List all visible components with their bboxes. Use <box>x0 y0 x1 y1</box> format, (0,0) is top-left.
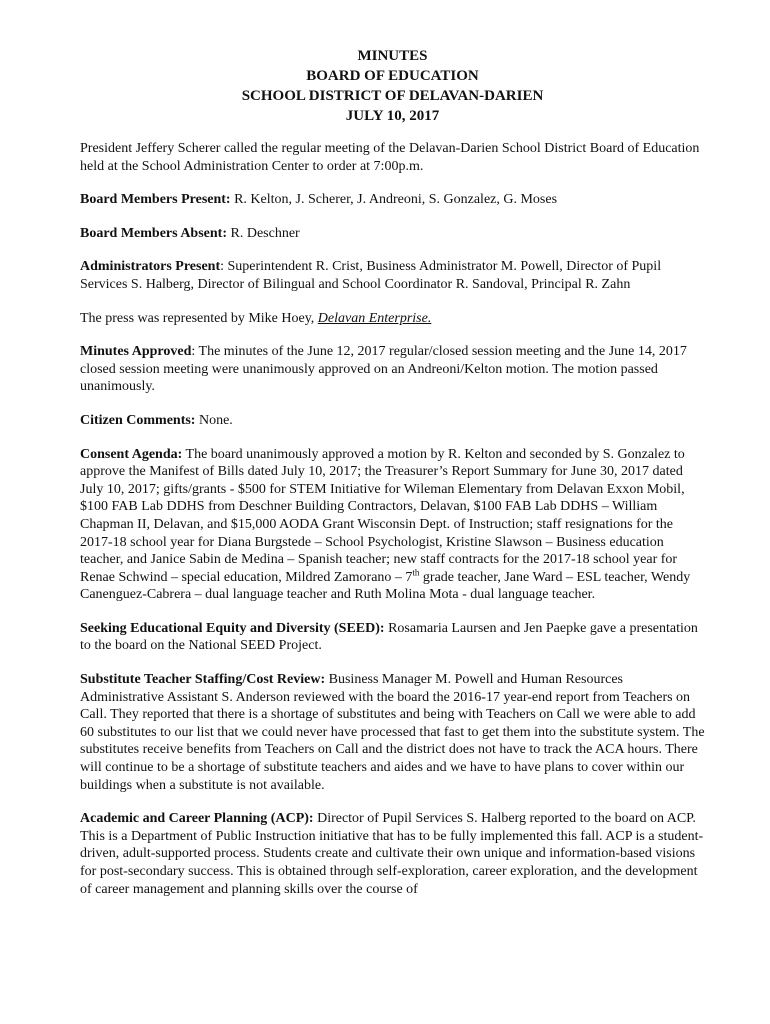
substitute-staffing-label: Substitute Teacher Staffing/Cost Review: <box>80 672 326 688</box>
press-paragraph <box>80 310 705 328</box>
seed-paragraph <box>80 620 705 655</box>
acp-paragraph <box>80 810 705 898</box>
substitute-staffing-text: Business Manager M. Powell and Human Resources Administrative Assistant S. Anderson reviewed with the board the 2016-17 year-end report from Teachers on Call. They reported that there is a shortage of substitutes and being with Teachers on Call we were able to add 60 substitutes to our list that we could never have processed that fast to get them into the substitute system. The substitutes receive benefits from Teachers on Call and the district does not have to track the ACA hours. There will continue to be a shortage of substitute teachers and aides and we have to have plans to cover within our buildings when a substitute is not available. <box>80 672 705 793</box>
intro-paragraph: President Jeffery Scherer called the regular meeting of the Delavan-Darien School District Board of Education held at the School Administration Center to order at 7:00p.m. <box>80 141 700 174</box>
seed-label: Seeking Educational Equity and Diversity (SEED): <box>80 620 385 636</box>
board-absent-text: R. Deschner <box>227 225 300 241</box>
header-district: SCHOOL DISTRICT OF DELAVAN-DARIEN <box>241 88 544 104</box>
administrators-text: : Superintendent R. Crist, Business Administrator M. Powell, Director of Pupil Services S. Halberg, Director of Bilingual and School Coordinator R. Sandoval, Principal R. Zahn <box>80 259 662 292</box>
minutes-document <box>80 46 705 914</box>
header-minutes: MINUTES <box>357 48 428 64</box>
board-present-label: Board Members Present: <box>80 192 231 208</box>
press-publication: Delavan Enterprise. <box>317 310 432 326</box>
board-absent-paragraph <box>80 225 705 243</box>
minutes-approved-paragraph <box>80 343 705 396</box>
ordinal-superscript: th <box>412 567 420 578</box>
minutes-approved-label: Minutes Approved <box>80 344 192 360</box>
citizen-comments-paragraph <box>80 412 705 430</box>
acp-label: Academic and Career Planning (ACP): <box>80 811 314 827</box>
press-text: The press was represented by Mike Hoey, <box>80 310 318 326</box>
citizen-comments-label: Citizen Comments: <box>80 412 196 428</box>
citizen-comments-text: None. <box>195 412 233 428</box>
consent-agenda-label: Consent Agenda: <box>80 446 183 462</box>
administrators-paragraph <box>80 258 705 293</box>
consent-agenda-paragraph <box>80 446 705 604</box>
administrators-label: Administrators Present <box>80 259 221 275</box>
minutes-approved-text: : The minutes of the June 12, 2017 regular/closed session meeting and the June 14, 2017 closed session meeting were unanimously approved on an Andreoni/Kelton motion. The motion passed unanimously. <box>80 344 687 395</box>
document-header <box>80 46 705 126</box>
consent-agenda-text-end: grade teacher, Jane Ward – ESL teacher, Wendy Canenguez-Cabrera – dual language teacher and Ruth Molina Mota - dual language teacher. <box>80 569 691 603</box>
header-date: JULY 10, 2017 <box>345 108 440 124</box>
board-absent-label: Board Members Absent: <box>80 225 227 241</box>
substitute-staffing-paragraph <box>80 671 705 794</box>
seed-text: Rosamaria Laursen and Jen Paepke gave a presentation to the board on the National SEED Project. <box>80 620 698 654</box>
acp-text: Director of Pupil Services S. Halberg reported to the board on ACP. This is a Department of Public Instruction initiative that has to be fully implemented this fall. ACP is a student-driven, adult-supported process. Students create and cultivate their own unique and information-based visions for post-secondary success. This is obtained through self-exploration, career exploration, and the development of career management and planning skills over the course of <box>80 811 704 897</box>
board-present-paragraph <box>80 191 705 209</box>
header-board: BOARD OF EDUCATION <box>306 68 479 84</box>
consent-agenda-text: The board unanimously approved a motion by R. Kelton and seconded by S. Gonzalez to approve the Manifest of Bills dated July 10, 2017; the Treasurer’s Report Summary for June 30, 2017 dated July 10, 2017; gifts/grants - $500 for STEM Initiative for Wileman Elementary from Delavan Exxon Mobil, $100 FAB Lab DDHS from Deschner Building Contractors, Delavan, $100 FAB Lab DDHS – William Chapman II, Delavan, and $15,000 AODA Grant Wisconsin Dept. of Instruction; staff resignations for the 2017-18 school year for Diana Burgstede – School Psychologist, Kristine Slawson – Business education teacher, and Janice Sabin de Medina – Spanish teacher; new staff contracts for the 2017-18 school year for Renae Schwind – special education, Mildred Zamorano – 7 <box>80 446 685 585</box>
board-present-text: R. Kelton, J. Scherer, J. Andreoni, S. Gonzalez, G. Moses <box>230 192 558 208</box>
